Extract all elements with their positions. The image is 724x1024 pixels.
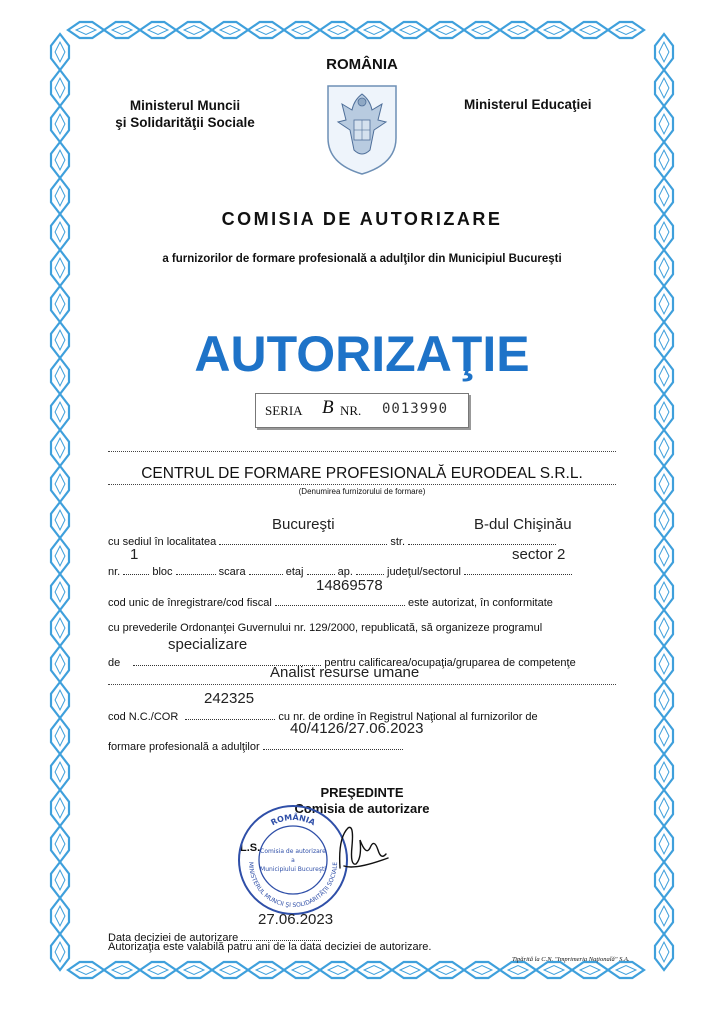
border-link-inner (55, 726, 65, 746)
border-link-inner (55, 330, 65, 350)
border-link-inner (616, 966, 636, 975)
registry-row (108, 738, 403, 753)
border-link (51, 898, 69, 934)
address-row (108, 563, 572, 578)
border-link (248, 962, 284, 978)
border-link (104, 22, 140, 38)
border-link (140, 962, 176, 978)
border-link (655, 322, 673, 358)
border-link-inner (659, 366, 669, 386)
border-link-inner (580, 966, 600, 975)
border-link-inner (659, 546, 669, 566)
seat-label: cu sediul în localitatea (108, 536, 217, 548)
formare-label: formare profesională a adulţilor (108, 741, 260, 753)
border-link-inner (55, 258, 65, 278)
border-link (51, 718, 69, 754)
svg-text:MINISTERUL MUNCII ŞI SOLIDARIT: MINISTERUL MUNCII ŞI SOLIDARITĂŢII SOCIALE (246, 861, 340, 910)
border-link (104, 962, 140, 978)
cui-row (108, 594, 553, 609)
ls-mark: L.S. (240, 842, 261, 854)
border-link-inner (659, 906, 669, 926)
border-link-inner (184, 966, 204, 975)
border-link (655, 358, 673, 394)
border-link-inner (659, 114, 669, 134)
border-link-inner (55, 942, 65, 962)
border-link-inner (659, 654, 669, 674)
border-link-inner (472, 966, 492, 975)
provider-name: CENTRUL DE FORMARE PROFESIONALĂ EURODEAL S.R.L. (141, 465, 583, 482)
border-link (51, 610, 69, 646)
border-link-inner (508, 966, 528, 975)
de-label: de (108, 657, 121, 669)
border-link-inner (659, 186, 669, 206)
president-subtitle: Comisia de autorizare (294, 801, 430, 816)
border-link (428, 962, 464, 978)
border-link (392, 962, 428, 978)
border-link-inner (659, 834, 669, 854)
border-link-inner (659, 618, 669, 638)
border-link (655, 718, 673, 754)
border-link (51, 250, 69, 286)
street-label: str. (390, 536, 406, 548)
border-link-inner (508, 26, 528, 35)
border-link-inner (659, 798, 669, 818)
ministry-labor-line1: Ministerul Muncii (129, 98, 241, 113)
border-link (51, 142, 69, 178)
svg-text:a: a (291, 857, 295, 864)
border-link-inner (55, 186, 65, 206)
border-link (655, 286, 673, 322)
border-link (51, 70, 69, 106)
series-label: SERIA (265, 403, 303, 418)
border-link (655, 178, 673, 214)
border-link-inner (292, 966, 312, 975)
border-link-inner (55, 42, 65, 62)
border-link (655, 70, 673, 106)
nr-label: NR. (340, 403, 362, 418)
border-link-inner (55, 438, 65, 458)
svg-text:ROMÂNIA: ROMÂNIA (269, 812, 317, 828)
border-link (51, 430, 69, 466)
border-link (655, 430, 673, 466)
border-link-inner (292, 26, 312, 35)
border-link (320, 22, 356, 38)
street-value: B-dul Chişinău (474, 516, 572, 533)
border-link (51, 502, 69, 538)
country-heading: ROMÂNIA (326, 56, 398, 73)
border-link (51, 538, 69, 574)
border-link-inner (55, 78, 65, 98)
border-link (655, 394, 673, 430)
border-link-inner (55, 834, 65, 854)
border-link (500, 962, 536, 978)
occupation-value: Analist resurse umane (270, 664, 420, 681)
border-link (655, 790, 673, 826)
border-link (284, 22, 320, 38)
border-link-inner (328, 966, 348, 975)
border-link (655, 610, 673, 646)
border-link-inner (659, 294, 669, 314)
border-link (68, 962, 104, 978)
border-link-inner (659, 726, 669, 746)
border-link (428, 22, 464, 38)
border-link-inner (364, 966, 384, 975)
series-box (255, 393, 469, 428)
border-link-inner (659, 150, 669, 170)
border-link-inner (659, 258, 669, 278)
border-link-inner (55, 618, 65, 638)
border-link (608, 22, 644, 38)
border-link-inner (659, 78, 669, 98)
locality-value: Bucureşti (272, 516, 335, 533)
border-link (464, 962, 500, 978)
border-link (392, 22, 428, 38)
border-link (68, 22, 104, 38)
decision-date-label: Data deciziei de autorizare (108, 932, 239, 944)
border-link-inner (659, 870, 669, 890)
border-link-inner (256, 26, 276, 35)
cui-label: cod unic de înregistrare/cod fiscal (108, 597, 272, 609)
border-link-inner (659, 582, 669, 602)
border-link-inner (55, 510, 65, 530)
sector-value: sector 2 (512, 546, 566, 563)
border-link-inner (55, 690, 65, 710)
border-link (500, 22, 536, 38)
border-link-inner (148, 26, 168, 35)
border-link-inner (659, 942, 669, 962)
border-link-inner (55, 402, 65, 422)
border-link (176, 962, 212, 978)
border-link (655, 106, 673, 142)
border-link (51, 106, 69, 142)
border-link (655, 34, 673, 70)
commission-title: COMISIA DE AUTORIZARE (221, 209, 503, 229)
provider-underline (108, 484, 616, 485)
border-link-inner (184, 26, 204, 35)
border-link (356, 962, 392, 978)
border-link-inner (55, 870, 65, 890)
border-link (655, 934, 673, 970)
border-link (655, 214, 673, 250)
border-link-inner (55, 906, 65, 926)
border-link (51, 34, 69, 70)
commission-subtitle: a furnizorilor de formare profesională a adulţilor din Municipiul Bucureşti (162, 253, 562, 265)
printer-note: Tipărită la C.N. "Imprimeria Naţională" S.A. (512, 956, 630, 963)
border-link (51, 646, 69, 682)
border-link-inner (364, 26, 384, 35)
seat-row (108, 533, 556, 548)
border-link (356, 22, 392, 38)
border-link-inner (659, 438, 669, 458)
border-link-inner (256, 966, 276, 975)
border-link (655, 754, 673, 790)
validity-text: Autorizaţia este valabilă patru ani de la data deciziei de autorizare. (108, 941, 432, 953)
border-link-inner (55, 762, 65, 782)
president-title: PREŞEDINTE (320, 785, 404, 800)
scara-label: scara (218, 566, 246, 578)
handwritten-signature (326, 818, 396, 882)
border-link (572, 962, 608, 978)
border-link (51, 178, 69, 214)
ministry-labor-line2: şi Solidarităţii Sociale (115, 115, 255, 130)
border-link-inner (55, 294, 65, 314)
cor-value: 242325 (204, 690, 255, 707)
border-link-inner (659, 42, 669, 62)
decision-date-value: 27.06.2023 (258, 911, 334, 928)
border-link (51, 934, 69, 970)
border-link-inner (112, 26, 132, 35)
border-link-inner (659, 510, 669, 530)
qualification-label: pentru calificarea/ocupaţia/gruparea de competenţe (324, 657, 576, 669)
series-number: 0013990 (382, 401, 449, 417)
series-letter: B (322, 397, 334, 418)
border-link (655, 862, 673, 898)
border-link-inner (76, 966, 96, 975)
border-link (51, 214, 69, 250)
border-link (51, 754, 69, 790)
border-link-inner (400, 26, 420, 35)
border-link (51, 790, 69, 826)
border-link (464, 22, 500, 38)
border-link (320, 962, 356, 978)
border-link-inner (55, 546, 65, 566)
border-link (212, 22, 248, 38)
border-link-inner (55, 366, 65, 386)
border-link-inner (220, 26, 240, 35)
cod-label: cod N.C./COR (108, 711, 179, 723)
border-link-inner (436, 26, 456, 35)
border-link-inner (55, 654, 65, 674)
authorized-label: este autorizat, în conformitate (408, 597, 553, 609)
border-link-inner (580, 26, 600, 35)
border-link (51, 358, 69, 394)
nr-field-label: nr. (108, 566, 121, 578)
ministry-education: Ministerul Educaţiei (464, 97, 592, 112)
etaj-label: etaj (285, 566, 304, 578)
border-link-inner (616, 26, 636, 35)
svg-text:Municipiului Bucureşti: Municipiului Bucureşti (260, 866, 326, 873)
border-link (608, 962, 644, 978)
border-link (655, 646, 673, 682)
border-link-inner (55, 798, 65, 818)
border-link (655, 502, 673, 538)
border-link-inner (148, 966, 168, 975)
border-link-inner (220, 966, 240, 975)
border-link-inner (544, 966, 564, 975)
border-link (140, 22, 176, 38)
border-link (655, 574, 673, 610)
border-link (655, 898, 673, 934)
border-link (51, 862, 69, 898)
ministry-labor (100, 97, 270, 131)
border-link-inner (659, 762, 669, 782)
border-link-inner (328, 26, 348, 35)
border-link-inner (659, 690, 669, 710)
ordinance-text: cu prevederile Ordonanţei Guvernului nr. 129/2000, republicată, să organizeze programul (108, 622, 543, 634)
border-link (655, 682, 673, 718)
border-link (655, 250, 673, 286)
border-link-inner (55, 222, 65, 242)
border-link (536, 22, 572, 38)
provider-caption: (Denumirea furnizorului de formare) (298, 487, 426, 496)
border-link-inner (55, 114, 65, 134)
border-link-inner (55, 150, 65, 170)
border-link (51, 574, 69, 610)
county-label: judeţul/sectorul (387, 566, 461, 578)
border-link (51, 826, 69, 862)
nr-value: 1 (130, 546, 139, 563)
border-link-inner (55, 474, 65, 494)
border-link (212, 962, 248, 978)
border-link (536, 962, 572, 978)
border-link-inner (544, 26, 564, 35)
border-link (51, 394, 69, 430)
border-link-inner (659, 402, 669, 422)
occupation-underline (108, 684, 616, 685)
border-link-inner (436, 966, 456, 975)
border-link (655, 826, 673, 862)
border-link (655, 466, 673, 502)
border-link (51, 466, 69, 502)
border-link (284, 962, 320, 978)
border-link-inner (112, 966, 132, 975)
ap-label: ap. (337, 566, 353, 578)
border-link (51, 682, 69, 718)
border-link (51, 322, 69, 358)
bloc-label: bloc (152, 566, 173, 578)
border-link (176, 22, 212, 38)
program-value: specializare (168, 636, 248, 653)
border-link-inner (659, 330, 669, 350)
registry-label: cu nr. de ordine în Registrul Naţional al furnizorilor de (278, 711, 538, 723)
border-link-inner (659, 222, 669, 242)
border-link (572, 22, 608, 38)
document-title: AUTORIZAŢIE (194, 326, 530, 382)
cui-value: 14869578 (316, 577, 383, 594)
border-link-inner (472, 26, 492, 35)
border-link (51, 286, 69, 322)
registry-value: 40/4126/27.06.2023 (290, 720, 424, 737)
dotted-divider (108, 451, 616, 452)
border-link (655, 538, 673, 574)
svg-text:Comisia de autorizare: Comisia de autorizare (260, 848, 326, 855)
border-link-inner (659, 474, 669, 494)
border-link-inner (400, 966, 420, 975)
border-link (655, 142, 673, 178)
coat-of-arms-icon (324, 80, 400, 178)
border-link (248, 22, 284, 38)
border-link-inner (55, 582, 65, 602)
border-link-inner (76, 26, 96, 35)
